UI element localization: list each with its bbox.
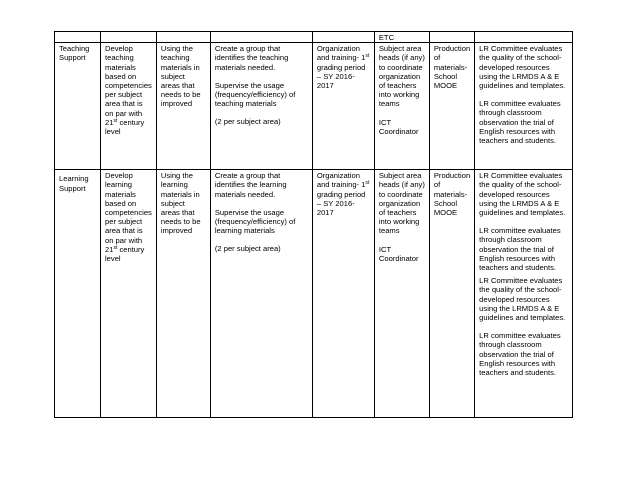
need-cell <box>156 170 210 418</box>
mov-text: LR committee evaluates through classroom observation the trial of English resources with teachers and students. <box>479 226 561 273</box>
persons-text: ICT Coordinator <box>378 244 419 263</box>
persons-cell <box>374 43 429 170</box>
activity-text: Create a group that identifies the teaching materials needed. <box>214 44 289 72</box>
timeframe-text: Organization and training- 1 <box>316 171 366 190</box>
mov-text: LR Committee evaluates the quality of the school-developed resources using the LRMDS A & E guidelines and templates. <box>479 44 566 91</box>
mov-cell <box>475 170 573 418</box>
need-cell <box>156 43 210 170</box>
timeframe-sup: st <box>365 53 370 60</box>
table-cell <box>210 32 312 43</box>
table-row <box>55 170 573 418</box>
timeframe-text: Organization and training- 1 <box>316 44 366 63</box>
table-cell <box>101 32 157 43</box>
resources-text: Production of materials- School MOOE <box>433 44 471 91</box>
objective-cell <box>101 43 157 170</box>
action-plan-table <box>54 31 573 418</box>
mov-text: LR committee evaluates through classroom observation the trial of English resources with teachers and students. <box>479 99 561 146</box>
table-cell <box>429 32 474 43</box>
area-cell <box>55 170 101 418</box>
activity-text: (2 per subject area) <box>214 117 281 127</box>
table-row <box>55 32 573 43</box>
area-label: Learning Support <box>59 174 89 194</box>
timeframe-text-end: grading period – SY 2016-2017 <box>316 62 366 91</box>
objective-text: Develop learning materials based on competencies per subject area that is on par with 21 <box>105 171 152 254</box>
table-cell-etc: ETC <box>374 32 429 43</box>
timeframe-text-end: grading period – SY 2016-2017 <box>316 189 366 218</box>
activity-text: Supervise the usage (frequency/efficiency) of learning materials <box>214 207 296 236</box>
persons-text: Subject area heads (if any) to coordinate organization of teachers into working teams <box>378 44 425 109</box>
activity-text: Supervise the usage (frequency/efficiency) of teaching materials <box>214 80 296 109</box>
objective-text: Develop teaching materials based on competencies per subject area that is on par with 21 <box>105 44 152 127</box>
need-text: Using the teaching materials in subject areas that needs to be improved <box>160 44 201 109</box>
area-cell <box>55 43 101 170</box>
objective-text-end: century level <box>105 244 145 264</box>
area-label: Teaching Support <box>59 44 90 63</box>
objective-text-end: century level <box>105 117 145 137</box>
objective-sup: st <box>113 117 118 124</box>
persons-text: Subject area heads (if any) to coordinate organization of teachers into working teams <box>378 171 425 236</box>
timeframe-sup: st <box>365 180 370 187</box>
table-cell <box>156 32 210 43</box>
table-row <box>55 43 573 170</box>
activity-text: (2 per subject area) <box>214 244 281 254</box>
table-cell <box>475 32 573 43</box>
mov-cell <box>475 43 573 170</box>
mov-text: LR committee evaluates through classroom observation the trial of English resources with teachers and students. <box>479 331 561 378</box>
persons-cell <box>374 170 429 418</box>
objective-sup: st <box>113 244 118 251</box>
timeframe-cell <box>312 43 374 170</box>
activity-text: Create a group that identifies the learning materials needed. <box>214 171 287 199</box>
mov-text: LR Committee evaluates the quality of the school-developed resources using the LRMDS A & E guidelines and templates. <box>479 171 566 218</box>
mov-text: LR Committee evaluates the quality of the school-developed resources using the LRMDS A & E guidelines and templates. <box>479 276 566 323</box>
table-cell <box>312 32 374 43</box>
activity-cell <box>210 43 312 170</box>
persons-text: ICT Coordinator <box>378 117 419 136</box>
table-cell <box>55 32 101 43</box>
activity-cell <box>210 170 312 418</box>
resources-cell <box>429 170 474 418</box>
objective-cell <box>101 170 157 418</box>
resources-cell <box>429 43 474 170</box>
need-text: Using the learning materials in subject areas that needs to be improved <box>160 171 201 236</box>
timeframe-cell <box>312 170 374 418</box>
resources-text: Production of materials- School MOOE <box>433 171 471 218</box>
